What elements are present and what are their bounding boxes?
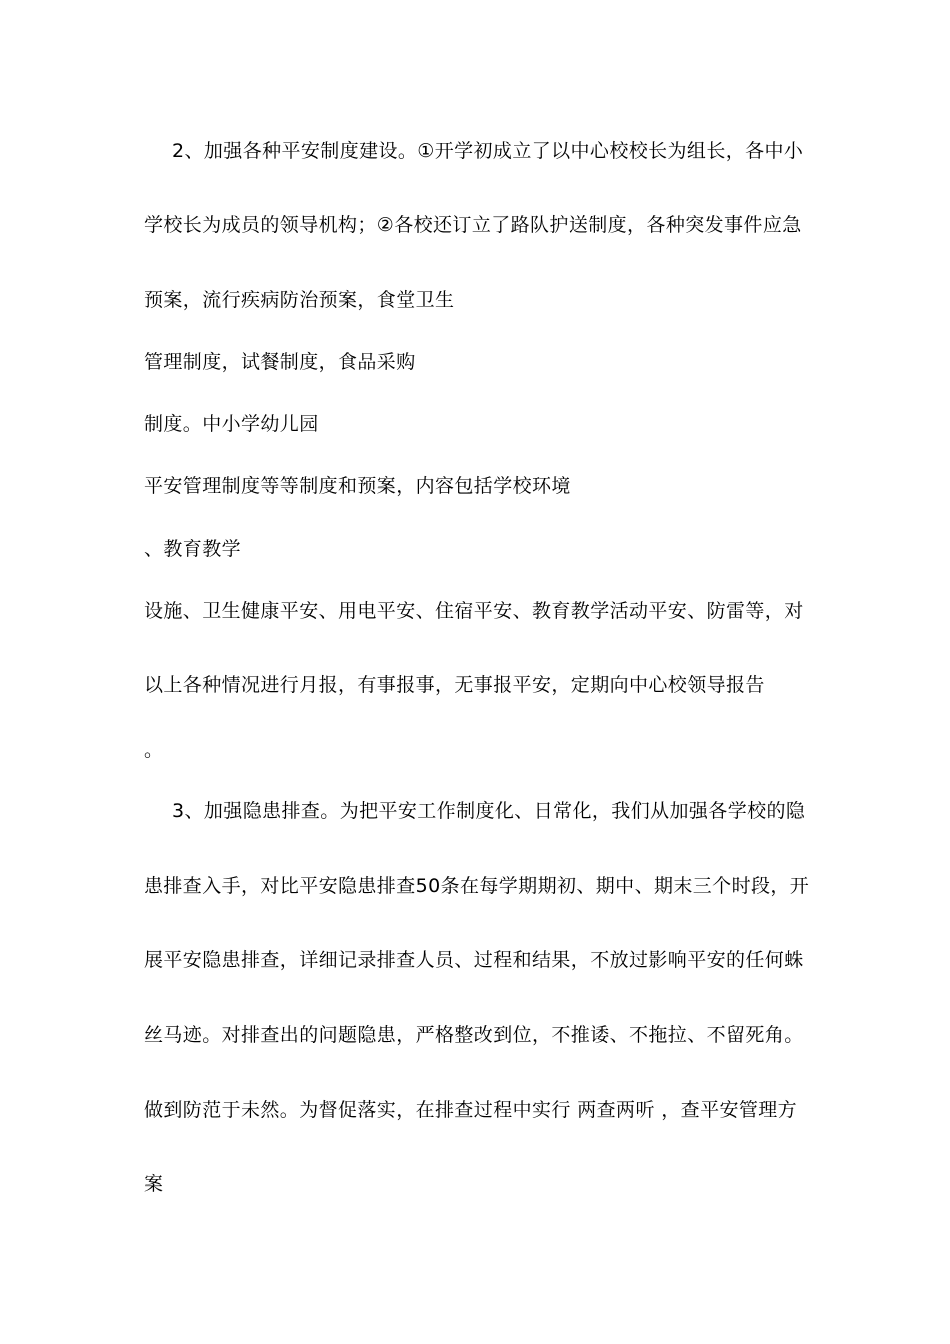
paragraph-3-line-3: 展平安隐患排查，详细记录排查人员、过程和结果，不放过影响平安的任何蛛 [144, 949, 804, 971]
paragraph-2-line-5: 制度。中小学幼儿园 [144, 413, 319, 435]
paragraph-3-line-4: 丝马迹。对排查出的问题隐患，严格整改到位，不推诿、不拖拉、不留死角。 [144, 1024, 804, 1046]
paragraph-2-line-10: 。 [144, 739, 164, 761]
paragraph-3-line-1: 3、加强隐患排查。为把平安工作制度化、日常化，我们从加强各学校的隐 [172, 800, 806, 822]
paragraph-2-line-2: 学校长为成员的领导机构；②各校还订立了路队护送制度，各种突发事件应急 [144, 214, 802, 236]
paragraph-2-line-7: 、教育教学 [144, 538, 242, 560]
paragraph-2-line-4: 管理制度，试餐制度，食品采购 [144, 351, 416, 373]
paragraph-2-line-9: 以上各种情况进行月报，有事报事，无事报平安，定期向中心校领导报告 [144, 674, 765, 696]
paragraph-3-line-2: 患排查入手，对比平安隐患排查50条在每学期期初、期中、期末三个时段，开 [144, 875, 810, 897]
paragraph-2-line-8: 设施、卫生健康平安、用电平安、住宿平安、教育教学活动平安、防雷等，对 [144, 600, 804, 622]
paragraph-3-line-5: 做到防范于未然。为督促落实，在排查过程中实行 两查两听 ，查平安管理方 [144, 1099, 798, 1121]
paragraph-3-line-6: 案 [144, 1173, 164, 1195]
paragraph-2-line-6: 平安管理制度等等制度和预案，内容包括学校环境 [144, 475, 571, 497]
paragraph-2-line-1: 2、加强各种平安制度建设。①开学初成立了以中心校校长为组长，各中小 [172, 140, 804, 162]
paragraph-2-line-3: 预案，流行疾病防治预案，食堂卫生 [144, 289, 455, 311]
